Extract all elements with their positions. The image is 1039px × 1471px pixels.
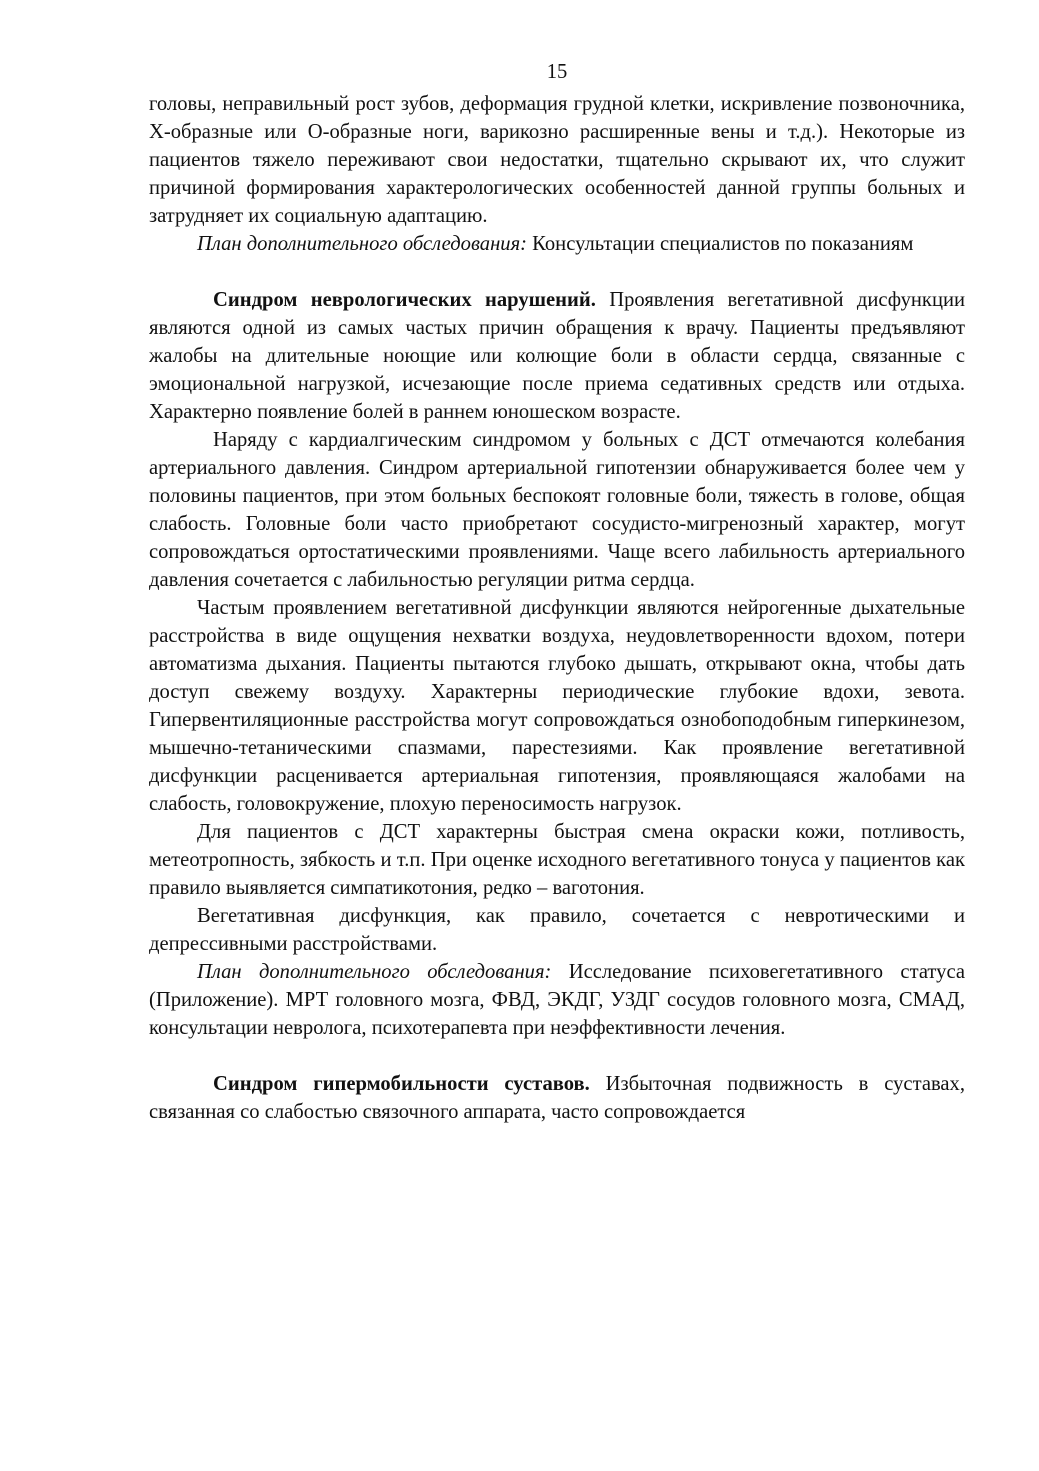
- paragraph-dysfunction: Вегетативная дисфункция, как правило, сочетается с невротическими и депрессивными расстройствами.: [149, 905, 965, 955]
- paragraph-skin: Для пациентов с ДСТ характерны быстрая смена окраски кожи, потливость, метеотропность, зябкость и т.п. При оценке исходного вегетативного тонуса у пациентов как правило выявляется симпатикотония, редко – ваготония.: [149, 821, 965, 899]
- section-heading: Синдром неврологических нарушений.: [213, 289, 596, 311]
- exam-plan-label: План дополнительного обследования:: [197, 961, 552, 983]
- section-text: Проявления вегетативной дисфункции являются одной из самых частых причин обращения к врачу. Пациенты предъявляют жалобы на длительные ноющие или колющие боли в области сердца, связанные с эмоциональной нагрузкой, исчезающие после приема седативных средств или отдыха. Характерно появление болей в раннем юношеском возрасте.: [149, 289, 966, 423]
- section-neurological: [149, 286, 965, 426]
- document-page: [149, 58, 965, 1126]
- section-text: Избыточная подвижность в суставах, связанная со слабостью связочного аппарата, часто сопровождается: [149, 1073, 965, 1123]
- exam-plan-label: План дополнительного обследования:: [197, 233, 528, 255]
- paragraph-cardialgia: Наряду с кардиалгическим синдромом у больных с ДСТ отмечаются колебания артериального давления. Синдром артериальной гипотензии обнаруживается более чем у половины пациентов, при этом больных беспокоят головные боли, тяжесть в голове, общая слабость. Головные боли часто приобретают сосудисто-мигренозный характер, могут сопровождаться ортостатическими проявлениями. Чаще всего лабильность артериального давления сочетается с лабильностью регуляции ритма сердца.: [149, 429, 965, 591]
- section-gap: [149, 1042, 965, 1070]
- paragraph-continuation: головы, неправильный рост зубов, деформация грудной клетки, искривление позвоночника, Х-образные или О-образные ноги, варикозно расширенные вены и т.д.). Некоторые из пациентов тяжело переживают свои недостатки, тщательно скрывают их, что служит причиной формирования характерологических особенностей данной группы больных и затрудняет их социальную адаптацию.: [149, 93, 965, 227]
- exam-plan-text: Консультации специалистов по показаниям: [527, 233, 914, 255]
- section-gap: [149, 258, 965, 286]
- paragraph-exam-plan-2: [149, 958, 965, 1042]
- page-number: 15: [546, 61, 568, 83]
- section-hypermobility: [149, 1070, 965, 1126]
- section-heading: Синдром гипермобильности суставов.: [213, 1073, 590, 1095]
- exam-plan-text: Исследование психовегетативного статуса (Приложение). МРТ головного мозга, ФВД, ЭКДГ, УЗДГ сосудов головного мозга, СМАД, консультации невролога, психотерапевта при неэффективности лечения.: [149, 961, 965, 1039]
- paragraph-exam-plan-1: [149, 230, 965, 258]
- paragraph-respiratory: Частым проявлением вегетативной дисфункции являются нейрогенные дыхательные расстройства в виде ощущения нехватки воздуха, неудовлетворенности вдохом, потери автоматизма дыхания. Пациенты пытаются глубоко дышать, открывают окна, чтобы дать доступ свежему воздуху. Характерны периодические глубокие вдохи, зевота. Гипервентиляционные расстройства могут сопровождаться ознобоподобным гиперкинезом, мышечно-тетаническими спазмами, парестезиями. Как проявление вегетативной дисфункции расценивается артериальная гипотензия, проявляющаяся жалобами на слабость, головокружение, плохую переносимость нагрузок.: [149, 597, 965, 815]
